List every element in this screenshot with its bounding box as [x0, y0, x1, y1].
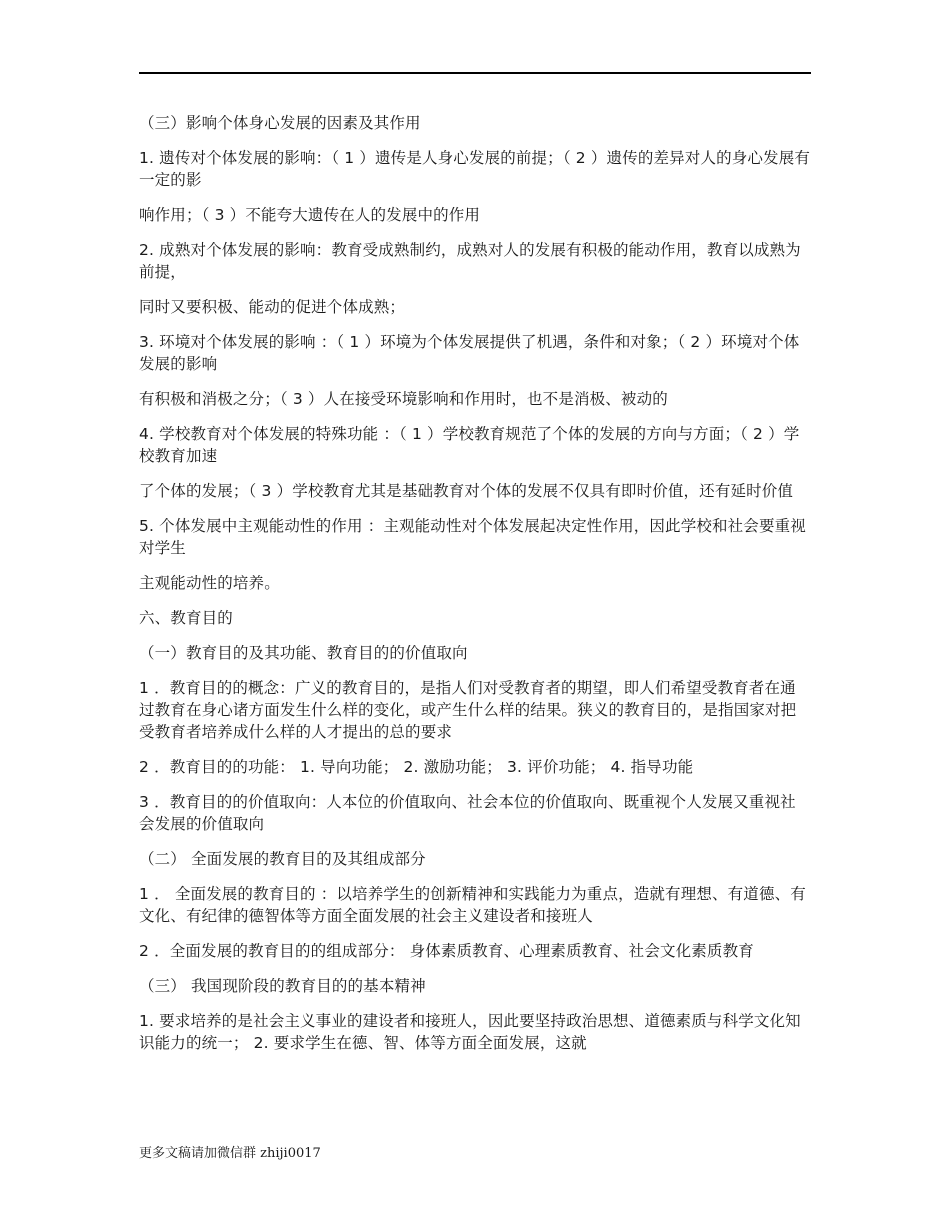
section-heading: （三）影响个体身心发展的因素及其作用: [139, 114, 421, 132]
section-heading: （二） 全面发展的教育目的及其组成部分: [139, 850, 426, 868]
paragraph: 1 ． 全面发展的教育目的 ：以培养学生的创新精神和实践能力为重点，造就有理想、有道德、有文化、有纪律的德智体等方面全面发展的社会主义建设者和接班人: [139, 885, 806, 925]
header-rule: [139, 72, 811, 74]
chapter-heading: 六、教育目的: [139, 609, 233, 627]
paragraph: 了个体的发展；（ 3 ）学校教育尤其是基础教育对个体的发展不仅具有即时价值，还有延时价值: [139, 482, 794, 500]
paragraph: 响作用；（ 3 ）不能夸大遗传在人的发展中的作用: [139, 206, 481, 224]
page-footer: 更多文稿请加微信群 zhiji0017: [139, 1146, 321, 1161]
paragraph: 主观能动性的培养。: [139, 574, 280, 592]
section-heading: （三） 我国现阶段的教育目的的基本精神: [139, 977, 426, 995]
paragraph: 1 ．教育目的的概念：广义的教育目的，是指人们对受教育者的期望，即人们希望受教育者在通过教育在身心诸方面发生什么样的变化，或产生什么样的结果。狭义的教育目的，是指国家对把受教育者培养成什么样的人才提出的总的要求: [139, 679, 797, 741]
paragraph: 4. 学校教育对个体发展的特殊功能 ：（ 1 ）学校教育规范了个体的发展的方向与方面；（ 2 ）学校教育加速: [139, 425, 800, 465]
paragraph: 1. 遗传对个体发展的影响：（ 1 ）遗传是人身心发展的前提；（ 2 ）遗传的差异对人的身心发展有一定的影: [139, 149, 810, 189]
paragraph: 有积极和消极之分；（ 3 ）人在接受环境影响和作用时，也不是消极、被动的: [139, 390, 668, 408]
paragraph: 2. 成熟对个体发展的影响：教育受成熟制约，成熟对人的发展有积极的能动作用，教育以成熟为前提，: [139, 241, 801, 281]
paragraph: 1. 要求培养的是社会主义事业的建设者和接班人，因此要坚持政治思想、道德素质与科学文化知识能力的统一； 2. 要求学生在德、智、体等方面全面发展，这就: [139, 1012, 801, 1052]
paragraph: 同时又要积极、能动的促进个体成熟；: [139, 298, 406, 316]
document-body: [139, 112, 811, 1067]
paragraph: 3. 环境对个体发展的影响 ：（ 1 ）环境为个体发展提供了机遇，条件和对象；（ 2 ）环境对个体发展的影响: [139, 333, 800, 373]
paragraph: 2 ．全面发展的教育目的的组成部分： 身体素质教育、心理素质教育、社会文化素质教育: [139, 942, 754, 960]
paragraph: 2 ．教育目的的功能： 1. 导向功能； 2. 激励功能； 3. 评价功能； 4. 指导功能: [139, 758, 694, 776]
paragraph: 3 ．教育目的的价值取向：人本位的价值取向、社会本位的价值取向、既重视个人发展又重视社会发展的价值取向: [139, 793, 796, 833]
paragraph: 5. 个体发展中主观能动性的作用 ：主观能动性对个体发展起决定性作用，因此学校和社会要重视对学生: [139, 517, 806, 557]
section-heading: （一）教育目的及其功能、教育目的的价值取向: [139, 644, 468, 662]
